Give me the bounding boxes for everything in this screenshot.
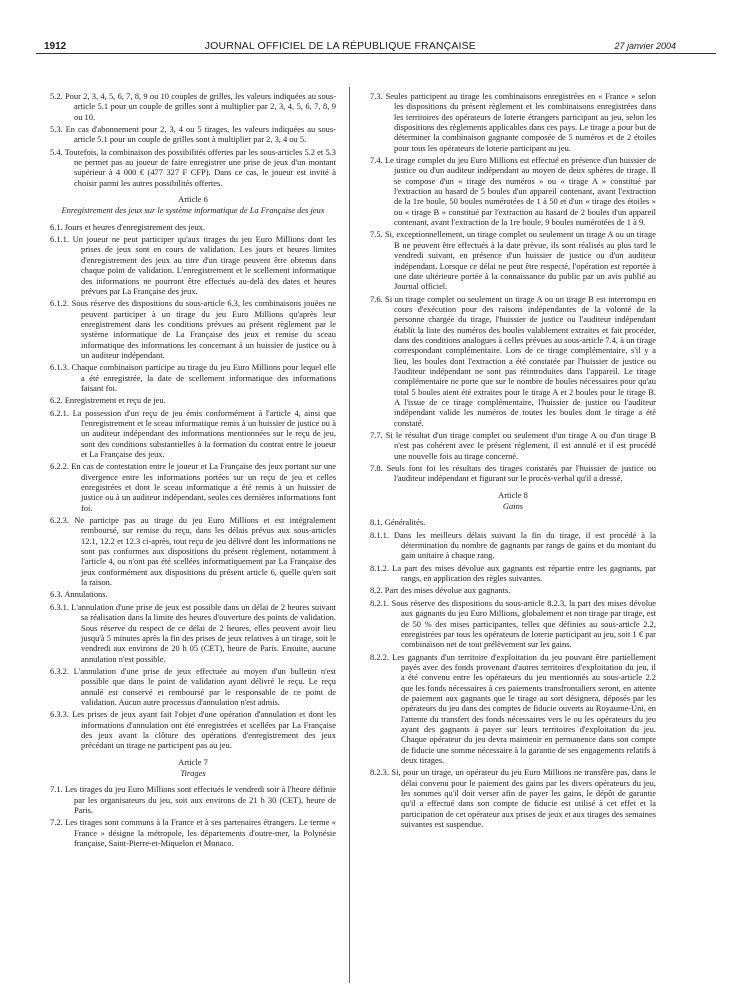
article-7-subtitle: Tirages (180, 767, 206, 778)
clause-text: Sous réserve des dispositions du sous-article 8.2.3, la part des mises dévolue aux gagnants du jeu Euro Millions, globalement et non tirage par tirage, est de 50 % des mises participantes, telles que définies au sous-article 2.2, enregistrées par tous les opérateurs de loterie participant au jeu, soit 1 € par combinaison net de tout prélèvement sur les gains. (391, 597, 656, 650)
clause (370, 530, 656, 561)
clause-text: Un joueur ne peut participer qu'aux tirages du jeu Euro Millions dont les prises de jeux sont en cours de validation. Les jours et heures limites d'enregistrement des jeux au titre d'un tirage peuvent être obtenus dans chaque point de validation. L'enregistrement et le scellement informatique des informations ne pourront être effectués au-delà des dates et heures prévues par La Française des jeux. (72, 234, 337, 296)
clause-text: Enregistrement et reçu de jeu. (64, 395, 166, 406)
clause (50, 298, 336, 360)
clause (50, 91, 336, 122)
clause-text: L'annulation d'une prise de jeux est possible dans un délai de 2 heures suivant sa réalisation dans la limite des heures d'ouverture des points de validation. Sous réserve du respect de ce délai de 2 heures, elles peuvent avoir lieu jusqu'à 5 minutes après la fin des prises de jeux relatives à un tirage, soit le vendredi aux environs de 20 h 05 (CET), heure de Paris. Ensuite, aucune annulation n'est possible. (71, 601, 337, 664)
clauses-6 (50, 222, 336, 751)
column-divider (349, 87, 350, 983)
clause-text: Les gagnants d'un territoire d'exploitation du jeu pouvant être partiellement payés avec des fonds provenant d'autres territoires d'exploitation du jeu, il a été convenu entre les opérateurs du jeu mentionnés au sous-article 2.2 que les fonds nécessaires à ces paiements transfrontaliers seront, en attente de paiement aux gagnants que le tirage au sort désignera, déposés par les opérateurs du jeu dans des comptes de fiducie ouverts au Royaume-Uni, en l'attente du transfert des fonds nécessaires vers le ou les opérateurs du jeu ayant des gagnants à payer sur leurs territoires d'exploitation du jeu. Chaque opérateur du jeu devra maintenir en permanence dans son compte de fiducie une somme nécessaire à la garantie de ses engagements relatifs à deux tirages. (392, 651, 656, 765)
clause (50, 362, 336, 393)
clause-number: 8.2.1. (370, 597, 389, 608)
text-columns (36, 91, 716, 850)
clause (50, 515, 336, 587)
clause (370, 652, 656, 766)
clause-number: 8.2.2. (370, 651, 389, 662)
clause-number: 7.7. (370, 430, 383, 440)
clause-number: 7.8. (370, 463, 383, 474)
clause (50, 817, 336, 848)
clause-number: 6.3.1. (50, 601, 69, 612)
clause-number: 7.5. (370, 229, 383, 240)
clause-number: 7.4. (370, 155, 383, 166)
clause (370, 598, 656, 650)
clause-number: 7.3. (370, 91, 383, 101)
clause (370, 463, 656, 484)
clauses-5 (50, 91, 336, 188)
clause (50, 124, 336, 145)
clause-text: Toutefois, la combinaison des possibilités offertes par les sous-articles 5.2 et 5.3 ne permet pas au joueur de faire enregistrer une prise de jeux d'un montant supérieur à 4 000 € (477 327 F CFP). Dans ce cas, le joueur est invité à choisir parmi les autres possibilités offertes. (64, 146, 336, 188)
right-column (370, 91, 656, 850)
article-6-heading: Article 6 (178, 194, 208, 205)
clause-number: 7.1. (50, 784, 63, 795)
clause-text: En cas de contestation entre le joueur et La Française des jeux portant sur une divergence entre les informations portées sur un reçu de jeu et celles enregistrées et dont le sceau informatique a été remis à un huissier de justice ou à un auditeur indépendant, seules ces dernières informations font foi. (71, 461, 337, 513)
clause (50, 666, 336, 707)
clause (370, 155, 656, 227)
article-8-heading: Article 8 (498, 489, 528, 500)
clause-text: Pour 2, 3, 4, 5, 6, 7, 8, 9 ou 10 couples de grilles, les valeurs indiquées au sous-article 5.1 pour un couple de grilles sont à multiplier par 2, 3, 4, 5, 6, 7, 8, 9 ou 10. (64, 91, 337, 122)
clause (50, 222, 336, 232)
clause-number: 5.3. (50, 124, 63, 135)
clause-text: Si un tirage complet ou seulement un tirage A ou un tirage B est interrompu en cours d'exécution pour des raisons indépendantes de la volonté de la personne chargée du tirage, l'huissier de justice ou l'auditeur indépendant établit la liste des numéros des boules valablement extraites et fait procéder, dans des conditions analogues à celles prévues au sous-article 7.4, à un tirage correspondant complémentaire. Lors de ce tirage complémentaire, s'il y a lieu, les boules dont l'extraction a été constatée par l'huissier de justice ou l'auditeur indépendant ne sont pas réintroduites dans l'appareil. Le tirage complémentaire ne porte que sur le nombre de boules nécessaires pour qu'au total 5 boules aient été extraites pour le tirage A et 2 boules pour le tirage B. A l'issue de ce tirage complémentaire, l'huissier de justice ou l'auditeur indépendant valide les numéros de toutes les boules dont le tirage a été constaté. (385, 293, 656, 428)
article-8-subtitle: Gains (502, 501, 524, 512)
clause-text: Chaque combinaison participe au tirage du jeu Euro Millions pour lequel elle a été enregistrée, la date de scellement informatique des informations faisant foi. (71, 362, 336, 393)
clauses-7-left (50, 784, 336, 848)
article-7-heading: Article 7 (178, 756, 208, 767)
clause-number: 5.2. (50, 91, 63, 101)
page-header (36, 41, 716, 54)
clause-text: Le tirage complet du jeu Euro Millions est effectué en présence d'un huissier de justice ou d'un auditeur indépendant au moyen de deux sphères de tirage. Il se compose d'un « tirage des numéros » ou « tirage A » constitué par l'extraction au hasard de 5 boules d'un appareil contenant, avant l'extraction de la 1re boule, 50 boules numérotées de 1 à 50 et d'un « tirage des étoiles » ou « tirage B » constitué par l'extraction au hasard de 2 boules d'un appareil contenant, avant l'extraction de la 1re boule, 9 boules numérotées de 1 à 9. (384, 155, 657, 228)
clause-text: En cas d'abonnement pour 2, 3, 4 ou 5 tirages, les valeurs indiquées au sous-article 5.1 pour un couple de grilles sont à multiplier par 2, 3, 4 ou 5. (65, 124, 336, 145)
clause-number: 8.2.3. (370, 767, 389, 778)
clause (370, 767, 656, 829)
clause-number: 6.2. (50, 395, 63, 406)
clause-number: 6.1.3. (50, 362, 69, 373)
clause-number: 6.2.2. (50, 461, 69, 472)
clause-number: 6.1.2. (50, 298, 69, 309)
clause-text: Les tirages sont communs à la France et à ses partenaires étrangers. Le terme « France » désigne la métropole, les départements d'outre-mer, la Polynésie française, Saint-Pierre-et-Miquelon et Monaco. (65, 817, 336, 849)
clause (370, 430, 656, 461)
clause-text: Annulations. (64, 589, 108, 600)
clause-number: 8.2. (370, 585, 383, 596)
clause (50, 234, 336, 296)
clause-number: 6.2.1. (50, 407, 69, 418)
clause-text: Si, exceptionnellement, un tirage complet ou seulement un tirage A ou un tirage B ne peuvent être effectués à la date prévue, ils sont réalisés au plus tard le vendredi suivant, en présence d'un huissier de justice ou d'un auditeur indépendant. Lorsque ce délai ne peut être respecté, l'opération est reportée à une date ultérieure portée à la connaissance du public par un avis publié au Journal officiel. (384, 229, 656, 292)
clause (50, 395, 336, 405)
clause-number: 8.1.2. (370, 562, 389, 573)
clause (50, 408, 336, 460)
clause-number: 8.1.1. (370, 529, 389, 540)
clause-text: Seuls font foi les résultats des tirages constatés par l'huissier de justice ou l'auditeur indépendant et figurant sur le procès-verbal qu'il a dressé. (386, 463, 657, 484)
publication-date: 27 janvier 2004 (614, 41, 676, 51)
page-number: 1912 (44, 41, 67, 52)
clauses-8 (370, 517, 656, 829)
clause (370, 517, 656, 527)
clause-number: 5.4. (50, 146, 63, 157)
clause-text: L'annulation d'une prise de jeux effectuée au moyen d'un bulletin n'est possible que dans le point de validation ayant délivré le reçu. Le reçu annulé est conservé et remboursé par le responsable de ce point de validation. Aucun autre processus d'annulation n'est admis. (73, 665, 336, 707)
clause-text: Généralités. (384, 517, 426, 528)
clause (50, 784, 336, 815)
clause-text: Les tirages du jeu Euro Millions sont effectués le vendredi soir à l'heure définie par les organisateurs du jeu, soit aux environs de 21 h 30 (CET), heure de Paris. (64, 784, 336, 815)
left-column (50, 91, 336, 850)
clauses-7-right (370, 91, 656, 484)
clause-number: 6.2.3. (50, 515, 69, 526)
clause-text: Jours et heures d'enregistrement des jeux. (64, 221, 205, 232)
article-6-subtitle: Enregistrement des jeux sur le système informatique de La Française des jeux (61, 205, 325, 216)
clause-number: 6.1.1. (50, 234, 69, 245)
clause-number: 8.1. (370, 517, 383, 528)
clause-text: Ne participe pas au tirage du jeu Euro Millions et est intégralement remboursé, sur remise du reçu, dans les délais prévus aux sous-articles 12.1, 12.2 et 12.3 ci-après, tout reçu de jeu délivré dont les informations ne sont pas conformes aux dispositions du présent règlement, notamment à l'article 4, ou n'ont pas été scellées informatiquement par La Française des jeux conformément aux dispositions du présent article 6, quelle qu'en soit la raison. (74, 515, 336, 588)
clause-text: Si, pour un tirage, un opérateur du jeu Euro Millions ne transfère pas, dans le délai convenu pour le paiement des gains par les divers opérateurs du jeu, les sommes qu'il doit verser afin de payer les gains, le dépôt de garantie qu'il a effectué dans son compte de fiducie est utilisé à cet effet et la participation de cet opérateur aux prises de jeux et aux tirages des semaines suivantes est suspendue. (391, 767, 657, 830)
clause (370, 563, 656, 584)
clause (50, 602, 336, 664)
clause-number: 6.1. (50, 221, 63, 232)
clause-text: Part des mises dévolue aux gagnants. (384, 585, 511, 596)
clause (50, 589, 336, 599)
clause-number: 6.3.2. (50, 665, 69, 676)
clause (370, 294, 656, 428)
clause-text: La part des mises dévolue aux gagnants est répartie entre les gagnants, par rangs, en application des règles suivantes. (392, 562, 656, 584)
clause (370, 91, 656, 153)
clause-text: Dans les meilleurs délais suivant la fin du tirage, il est procédé à la détermination du nombre de gagnants par rangs de gains et du montant du gain unitaire à chaque rang. (393, 529, 656, 561)
clause-text: La possession d'un reçu de jeu émis conformément à l'article 4, ainsi que l'enregistrement et le sceau informatique remis à un huissier de justice ou à un auditeur indépendant des informations mentionnées sur le reçu de jeu, sont des conditions substantielles à la formation du contrat entre le joueur et La Française des jeux. (72, 407, 337, 459)
journal-title: JOURNAL OFFICIEL DE LA RÉPUBLIQUE FRANÇAISE (204, 40, 476, 52)
clause-number: 6.3.3. (50, 709, 69, 720)
clause-text: Sous réserve des dispositions du sous-article 6.3, les combinaisons jouées ne peuvent participer à un tirage du jeu Euro Millions qu'après leur enregistrement dans les conditions prévues au présent règlement par le système informatique de La Française des jeux et remise du sceau informatique des informations les concernant à un huissier de justice ou à un auditeur indépendant. (71, 298, 336, 360)
clause (50, 709, 336, 750)
clause-number: 6.3. (50, 589, 63, 600)
clause-text: Les prises de jeux ayant fait l'objet d'une opération d'annulation et dont les informations d'annulation ont été enregistrées et scellées par La Française des jeux avant la clôture des opérations d'enregistrement des jeux précédant un tirage ne participent pas au jeu. (72, 709, 336, 751)
clause (370, 229, 656, 291)
clause (50, 147, 336, 188)
clause-number: 7.6. (370, 293, 383, 304)
clause (50, 461, 336, 513)
clause-text: Si le résultat d'un tirage complet ou seulement d'un tirage A ou d'un tirage B n'est pas cohérent avec le présent règlement, il est annulé et il est procédé une nouvelle fois au tirage concerné. (385, 430, 656, 461)
clause-number: 7.2. (50, 817, 63, 828)
clause-text: Seules participent au tirage les combinaisons enregistrées en « France » selon les dispositions du présent règlement et les combinaisons enregistrées dans les territoires des opérateurs de loterie étrangers participant au jeu, selon les dispositions des règlements applicables dans ces pays. Le tirage a pour but de déterminer la combinaison gagnante composée de 5 numéros et de 2 étoiles pour tous les opérateurs de loterie participant au jeu. (385, 91, 657, 153)
clause (370, 585, 656, 595)
